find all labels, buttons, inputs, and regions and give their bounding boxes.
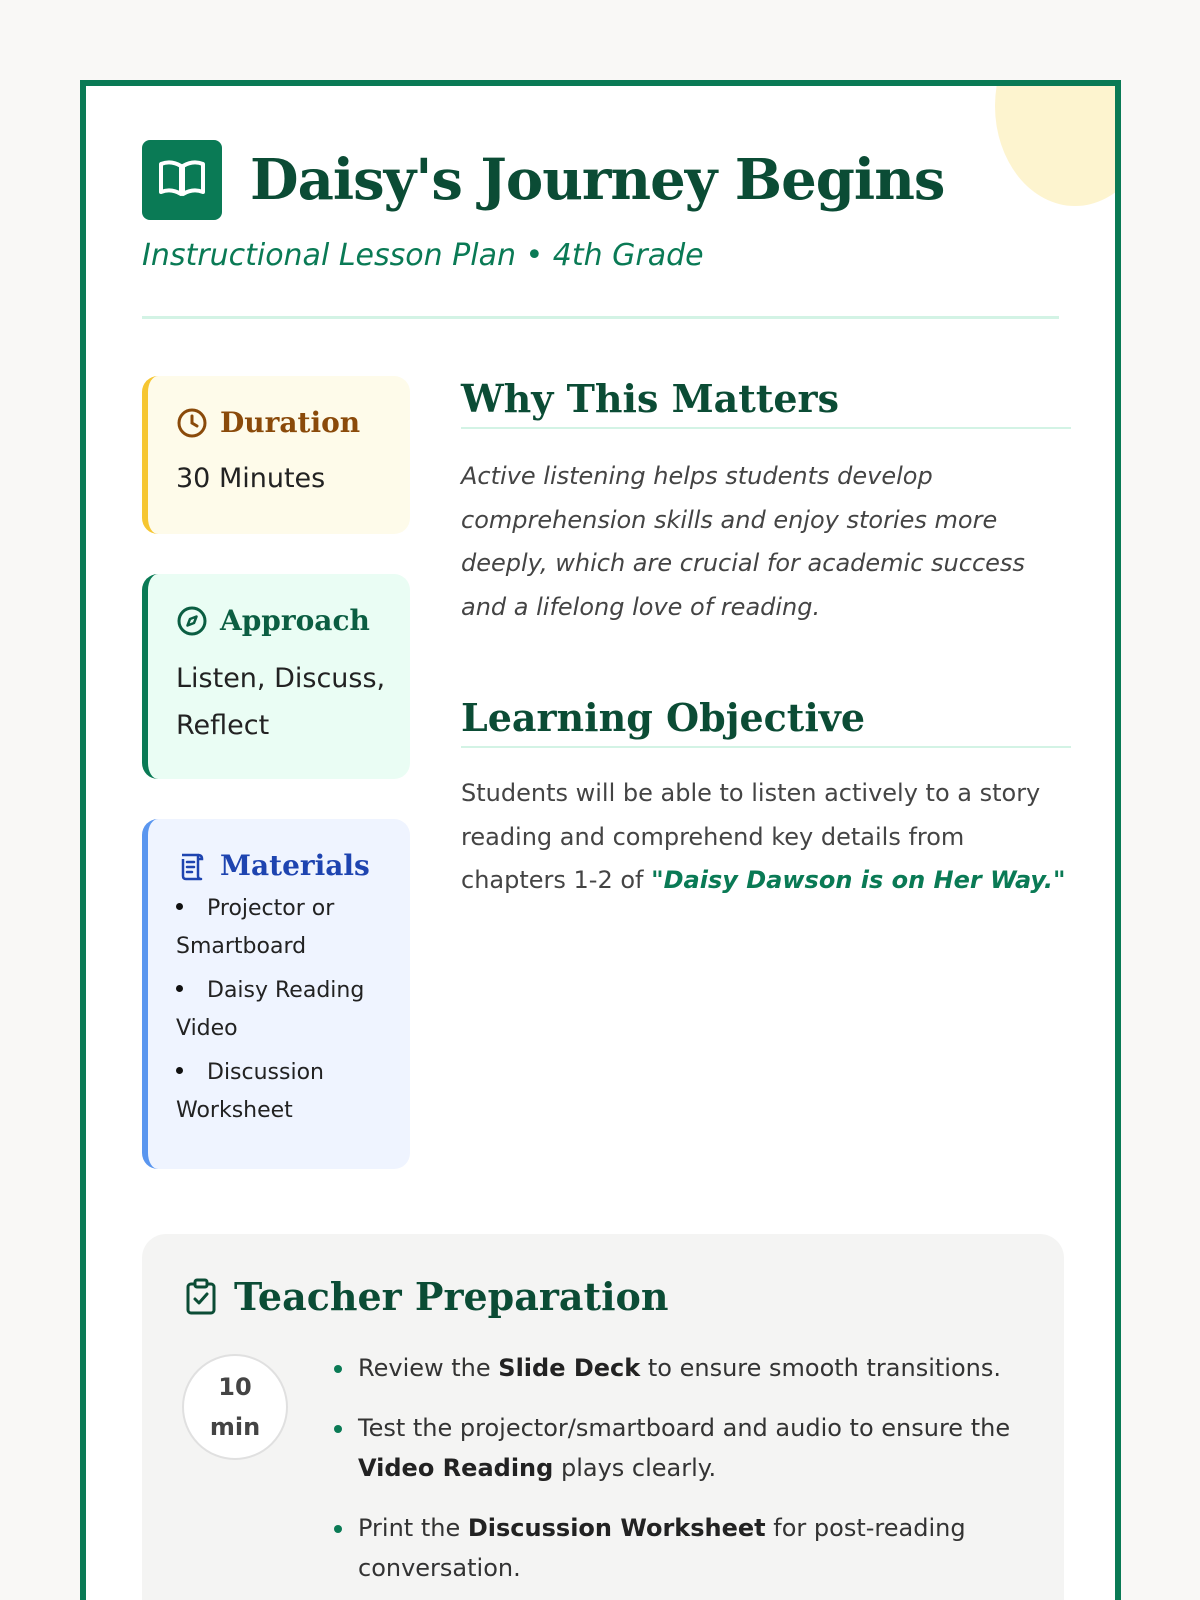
approach-header bbox=[176, 604, 388, 637]
prep-header bbox=[184, 1274, 668, 1319]
objective-heading: Learning Objective bbox=[461, 695, 1071, 748]
approach-box bbox=[142, 574, 410, 779]
book-title: "Daisy Dawson is on Her Way." bbox=[651, 866, 1066, 894]
lesson-plan-card bbox=[80, 80, 1121, 1600]
prep-timer-badge bbox=[182, 1354, 288, 1460]
bullet bbox=[334, 1365, 342, 1373]
compass-icon bbox=[176, 605, 208, 637]
header bbox=[142, 140, 1059, 273]
sidebar bbox=[142, 376, 410, 1209]
header-divider bbox=[142, 316, 1059, 319]
duration-box bbox=[142, 376, 410, 534]
clock-icon bbox=[176, 407, 208, 439]
materials-item: Daisy Reading Video bbox=[176, 978, 365, 1041]
main-content bbox=[461, 376, 1071, 903]
page-title: Daisy's Journey Begins bbox=[250, 147, 945, 213]
bullet bbox=[176, 903, 183, 910]
clipboard-check-icon bbox=[184, 1278, 218, 1316]
prep-item: Test the projector/smartboard and audio to ensure the Video Reading plays clearly. bbox=[332, 1408, 1022, 1488]
scroll-icon bbox=[176, 850, 208, 882]
duration-value: 30 Minutes bbox=[176, 463, 326, 494]
materials-title: Materials bbox=[220, 849, 370, 882]
bullet bbox=[176, 985, 183, 992]
timer-value: 10 bbox=[218, 1373, 252, 1401]
approach-title: Approach bbox=[220, 604, 370, 637]
prep-item: Review the Slide Deck to ensure smooth transitions. bbox=[332, 1348, 1022, 1388]
timer-unit: min bbox=[209, 1413, 261, 1441]
bullet bbox=[334, 1525, 342, 1533]
bullet bbox=[176, 1067, 183, 1074]
why-text: Active listening helps students develop comprehension skills and enjoy stories more deeply, which are crucial for academic success and a lifelong love of reading. bbox=[461, 462, 1025, 621]
teacher-prep-panel bbox=[142, 1234, 1064, 1600]
page-subtitle: Instructional Lesson Plan • 4th Grade bbox=[142, 238, 704, 273]
materials-box bbox=[142, 819, 410, 1169]
materials-item: Projector or Smartboard bbox=[176, 896, 335, 959]
duration-title: Duration bbox=[220, 406, 361, 439]
materials-header bbox=[176, 849, 388, 882]
prep-title: Teacher Preparation bbox=[234, 1274, 669, 1319]
objective-text: Students will be able to listen actively to a story reading and comprehend key details from chapters 1-2 of "Daisy Dawson is on Her Way." bbox=[461, 779, 1066, 894]
materials-item: Discussion Worksheet bbox=[176, 1060, 324, 1123]
bullet bbox=[334, 1425, 342, 1433]
title-row bbox=[142, 140, 1059, 220]
materials-list bbox=[176, 890, 388, 1130]
approach-value: Listen, Discuss, Reflect bbox=[176, 663, 386, 741]
open-book-icon bbox=[142, 140, 222, 220]
prep-list bbox=[332, 1348, 1022, 1600]
why-heading: Why This Matters bbox=[461, 376, 1071, 429]
duration-header bbox=[176, 406, 388, 439]
prep-item: Print the Discussion Worksheet for post-reading conversation. bbox=[332, 1508, 1022, 1588]
